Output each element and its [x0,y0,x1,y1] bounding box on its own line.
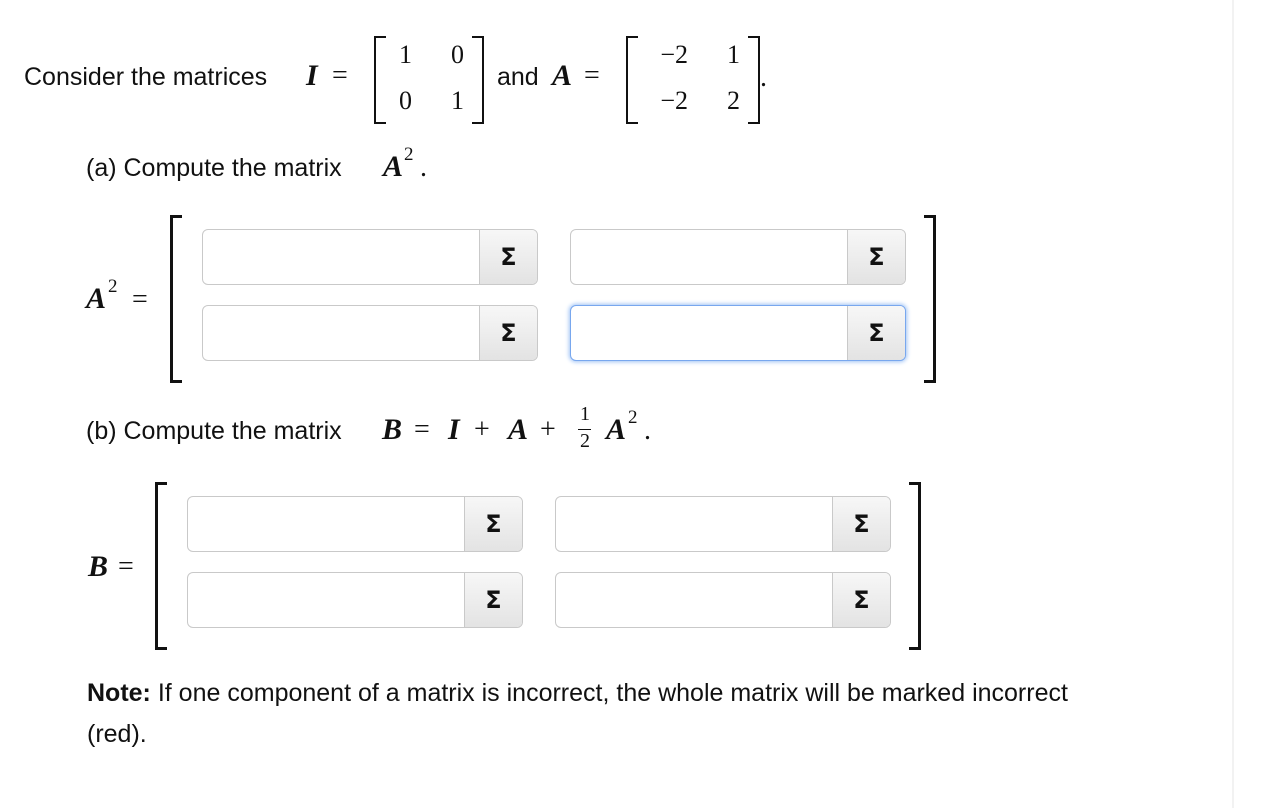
a2-input-r2c1[interactable] [203,306,479,360]
part-a-var: A [383,150,404,183]
var-A: A [552,59,573,92]
b-cell-r1c1 [187,496,523,552]
part-b-exponent: 2 [628,407,638,428]
equals-sign: = [332,60,348,91]
b-lhs-equals: = [118,551,134,582]
a2-input-r1c1[interactable] [203,230,479,284]
part-b-prompt: (b) Compute the matrix [86,417,342,445]
sigma-icon[interactable]: Σ [847,306,905,360]
a2-cell-r2c2 [570,305,906,361]
sigma-icon[interactable]: Σ [464,497,522,551]
a2-cell-r1c2 [570,229,906,285]
b-lhs-var: B [88,550,109,583]
a2-lhs-var: A [86,282,107,315]
a2-cell-r2c1 [202,305,538,361]
sigma-icon[interactable]: Σ [847,230,905,284]
matrix-I-cell: 1 [451,86,464,115]
a2-input-r2c2[interactable] [571,306,847,360]
a2-left-bracket [170,215,182,383]
part-a-prompt: (a) Compute the matrix [86,154,342,182]
sigma-icon[interactable]: Σ [479,230,537,284]
and-text: and [497,63,539,91]
matrix-I-right-bracket [472,36,484,124]
a2-lhs-equals: = [132,284,148,315]
b-right-bracket [909,482,921,650]
matrix-A-left-bracket [626,36,638,124]
sigma-icon[interactable]: Σ [832,573,890,627]
part-b-var-I: I [448,413,460,446]
b-left-bracket [155,482,167,650]
matrix-I-cell: 0 [451,40,464,69]
note-line-2: (red). [87,720,147,748]
matrix-A-right-bracket [748,36,760,124]
note-text: If one component of a matrix is incorrect, the whole matrix will be marked incorrect [157,679,1068,707]
part-b-plus: + [540,414,556,445]
var-I: I [306,59,318,92]
part-b-equals: = [414,414,430,445]
intro-text: Consider the matrices [24,63,268,91]
b-cell-r2c1 [187,572,523,628]
part-b-var-B: B [382,413,403,446]
a2-lhs-exponent: 2 [108,276,118,297]
page-edge [1232,0,1234,808]
note-line-1 [87,678,1068,708]
b-input-r2c2[interactable] [556,573,832,627]
part-b-period: . [644,415,651,446]
a2-right-bracket [924,215,936,383]
note-label: Note: [87,679,151,707]
matrix-I-cell: 1 [399,40,412,69]
sigma-icon[interactable]: Σ [832,497,890,551]
matrix-I-cell: 0 [399,86,412,115]
a2-input-r1c2[interactable] [571,230,847,284]
part-b-var-A2: A [606,413,627,446]
part-b-var-A: A [508,413,529,446]
intro-period: . [760,62,767,93]
matrix-A-cell: −2 [660,86,688,115]
fraction-denominator: 2 [580,430,590,452]
a2-cell-r1c1 [202,229,538,285]
b-cell-r2c2 [555,572,891,628]
part-a-exponent: 2 [404,144,414,165]
b-input-r1c2[interactable] [556,497,832,551]
part-b-plus: + [474,414,490,445]
b-input-r2c1[interactable] [188,573,464,627]
sigma-icon[interactable]: Σ [464,573,522,627]
matrix-A-cell: 2 [727,86,740,115]
sigma-icon[interactable]: Σ [479,306,537,360]
b-cell-r1c2 [555,496,891,552]
matrix-A-cell: −2 [660,40,688,69]
b-input-r1c1[interactable] [188,497,464,551]
part-a-period: . [420,152,427,183]
equals-sign: = [584,60,600,91]
fraction-numerator: 1 [580,403,590,425]
matrix-A-cell: 1 [727,40,740,69]
